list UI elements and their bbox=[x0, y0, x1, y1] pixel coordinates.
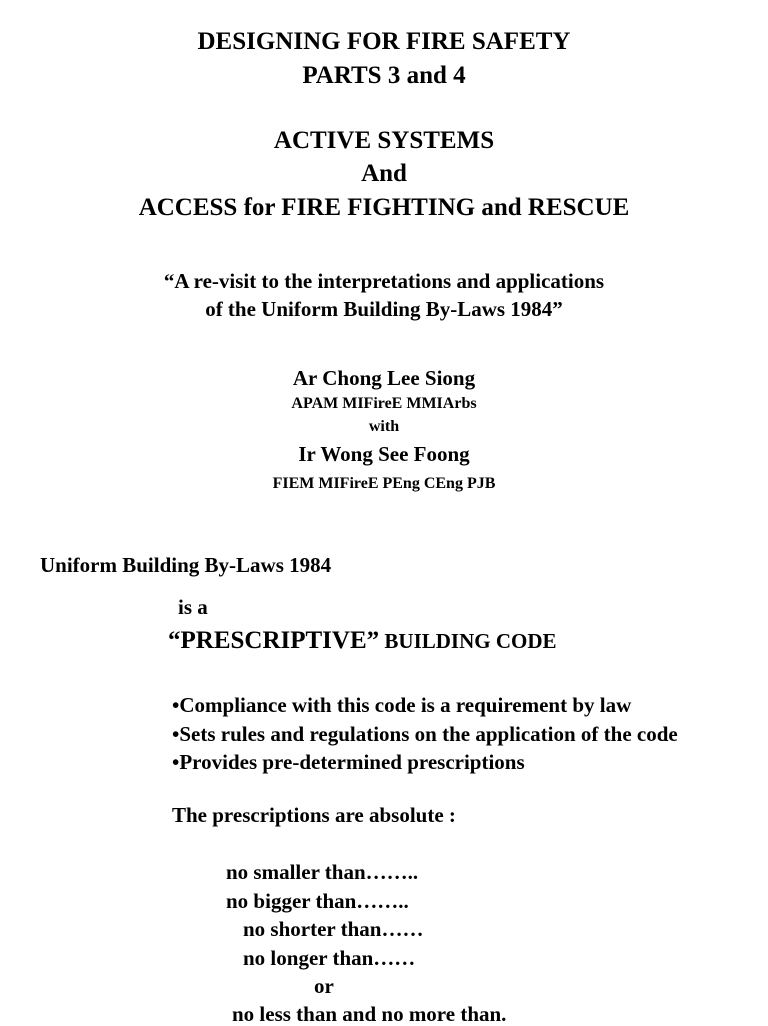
condition-item: no shorter than…… bbox=[243, 917, 424, 941]
prescriptive-word: “PRESCRIPTIVE” bbox=[168, 627, 380, 654]
bullet-item: •Provides pre-determined prescriptions bbox=[172, 750, 525, 774]
author-with: with bbox=[368, 418, 400, 435]
condition-item: no less than and no more than. bbox=[232, 1002, 507, 1026]
author-2-credentials: FIEM MIFireE PEng CEng PJB bbox=[272, 475, 496, 492]
quote-line-1: “A re-visit to the interpretations and applications bbox=[163, 269, 605, 293]
condition-item: no smaller than…….. bbox=[226, 860, 419, 884]
document-title: DESIGNING FOR FIRE SAFETY bbox=[197, 28, 571, 55]
is-a-text: is a bbox=[178, 595, 208, 619]
author-2-name: Ir Wong See Foong bbox=[298, 442, 470, 466]
condition-item: no bigger than…….. bbox=[226, 889, 409, 913]
condition-item: no longer than…… bbox=[243, 946, 416, 970]
absolute-statement: The prescriptions are absolute : bbox=[172, 803, 456, 827]
author-1-name: Ar Chong Lee Siong bbox=[292, 366, 476, 390]
subtitle-access: ACCESS for FIRE FIGHTING and RESCUE bbox=[138, 194, 630, 221]
building-code-text: BUILDING CODE bbox=[379, 629, 557, 653]
bullet-item: •Compliance with this code is a requirement by law bbox=[172, 693, 632, 717]
quote-line-2: of the Uniform Building By-Laws 1984” bbox=[205, 297, 563, 321]
subtitle-and: And bbox=[361, 160, 407, 187]
section-heading: Uniform Building By-Laws 1984 bbox=[40, 553, 332, 577]
prescriptive-line bbox=[168, 628, 557, 653]
document-title-parts: PARTS 3 and 4 bbox=[302, 62, 466, 89]
author-1-credentials: APAM MIFireE MMIArbs bbox=[291, 395, 477, 412]
condition-or: or bbox=[314, 974, 334, 998]
subtitle-active-systems: ACTIVE SYSTEMS bbox=[273, 127, 495, 154]
bullet-item: •Sets rules and regulations on the application of the code bbox=[172, 722, 678, 746]
